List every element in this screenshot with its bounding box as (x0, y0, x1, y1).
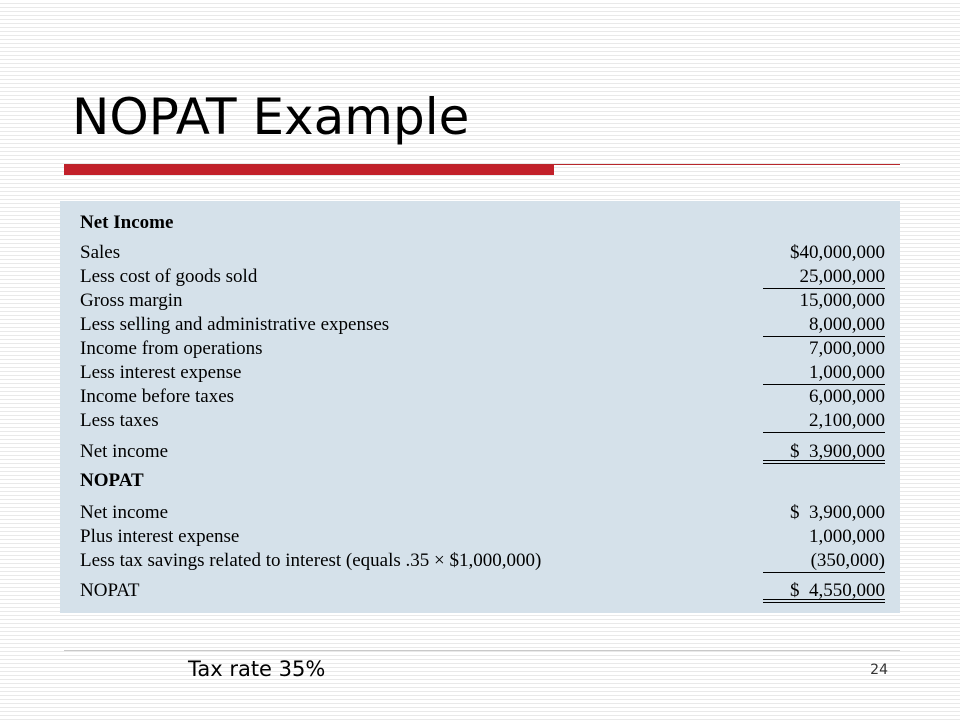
row-label: Less taxes (80, 410, 159, 431)
slide-title: NOPAT Example (72, 88, 470, 146)
row-amount: 6,000,000 (809, 386, 885, 407)
tax-rate-note: Tax rate 35% (188, 657, 326, 681)
row-amount: 7,000,000 (809, 338, 885, 359)
row-label: Plus interest expense (80, 526, 240, 547)
nopat-row-net-income (80, 501, 885, 525)
nopat-row-tax-savings (80, 549, 885, 573)
section-heading-net-income: Net Income (80, 212, 174, 233)
row-label: Sales (80, 242, 121, 263)
row-label: Less tax savings related to interest (equals .35 × $1,000,000) (80, 550, 542, 571)
row-amount: (350,000) (810, 550, 885, 571)
row-amount: $40,000,000 (790, 242, 885, 263)
row-label: Less interest expense (80, 362, 242, 383)
row-amount: $ 4,550,000 (790, 580, 885, 601)
statement-row-selling-admin-expenses (80, 313, 885, 337)
row-label: Less cost of goods sold (80, 266, 258, 287)
row-label: Less selling and administrative expenses (80, 314, 390, 335)
row-label: Income from operations (80, 338, 263, 359)
subtotal-rule (763, 572, 885, 573)
section-heading-nopat: NOPAT (80, 470, 144, 491)
nopat-row-total (80, 579, 885, 603)
row-amount: 1,000,000 (809, 362, 885, 383)
total-double-rule (763, 599, 885, 603)
page-number: 24 (870, 662, 888, 678)
nopat-heading-row (80, 469, 885, 493)
row-label: Gross margin (80, 290, 183, 311)
statement-row-net-income (80, 440, 885, 464)
row-label: Net income (80, 502, 169, 523)
statement-row-sales (80, 241, 885, 265)
subtotal-rule (763, 432, 885, 433)
net-income-heading-row (80, 211, 885, 235)
row-amount: $ 3,900,000 (790, 441, 885, 462)
row-amount: 2,100,000 (809, 410, 885, 431)
row-label: NOPAT (80, 580, 140, 601)
statement-row-gross-margin (80, 289, 885, 313)
row-amount: 1,000,000 (809, 526, 885, 547)
statement-row-cost-of-goods-sold (80, 265, 885, 289)
statement-row-income-from-operations (80, 337, 885, 361)
row-label: Net income (80, 441, 169, 462)
row-amount: 8,000,000 (809, 314, 885, 335)
statement-row-interest-expense (80, 361, 885, 385)
footer-divider-line (64, 650, 900, 651)
row-label: Income before taxes (80, 386, 235, 407)
nopat-row-interest-expense (80, 525, 885, 549)
row-amount: 15,000,000 (799, 290, 885, 311)
row-amount: 25,000,000 (799, 266, 885, 287)
row-amount: $ 3,900,000 (790, 502, 885, 523)
financial-statement-table (60, 201, 900, 613)
total-double-rule (763, 460, 885, 464)
statement-row-taxes (80, 409, 885, 433)
statement-row-income-before-taxes (80, 385, 885, 409)
title-accent-bar (64, 165, 554, 175)
